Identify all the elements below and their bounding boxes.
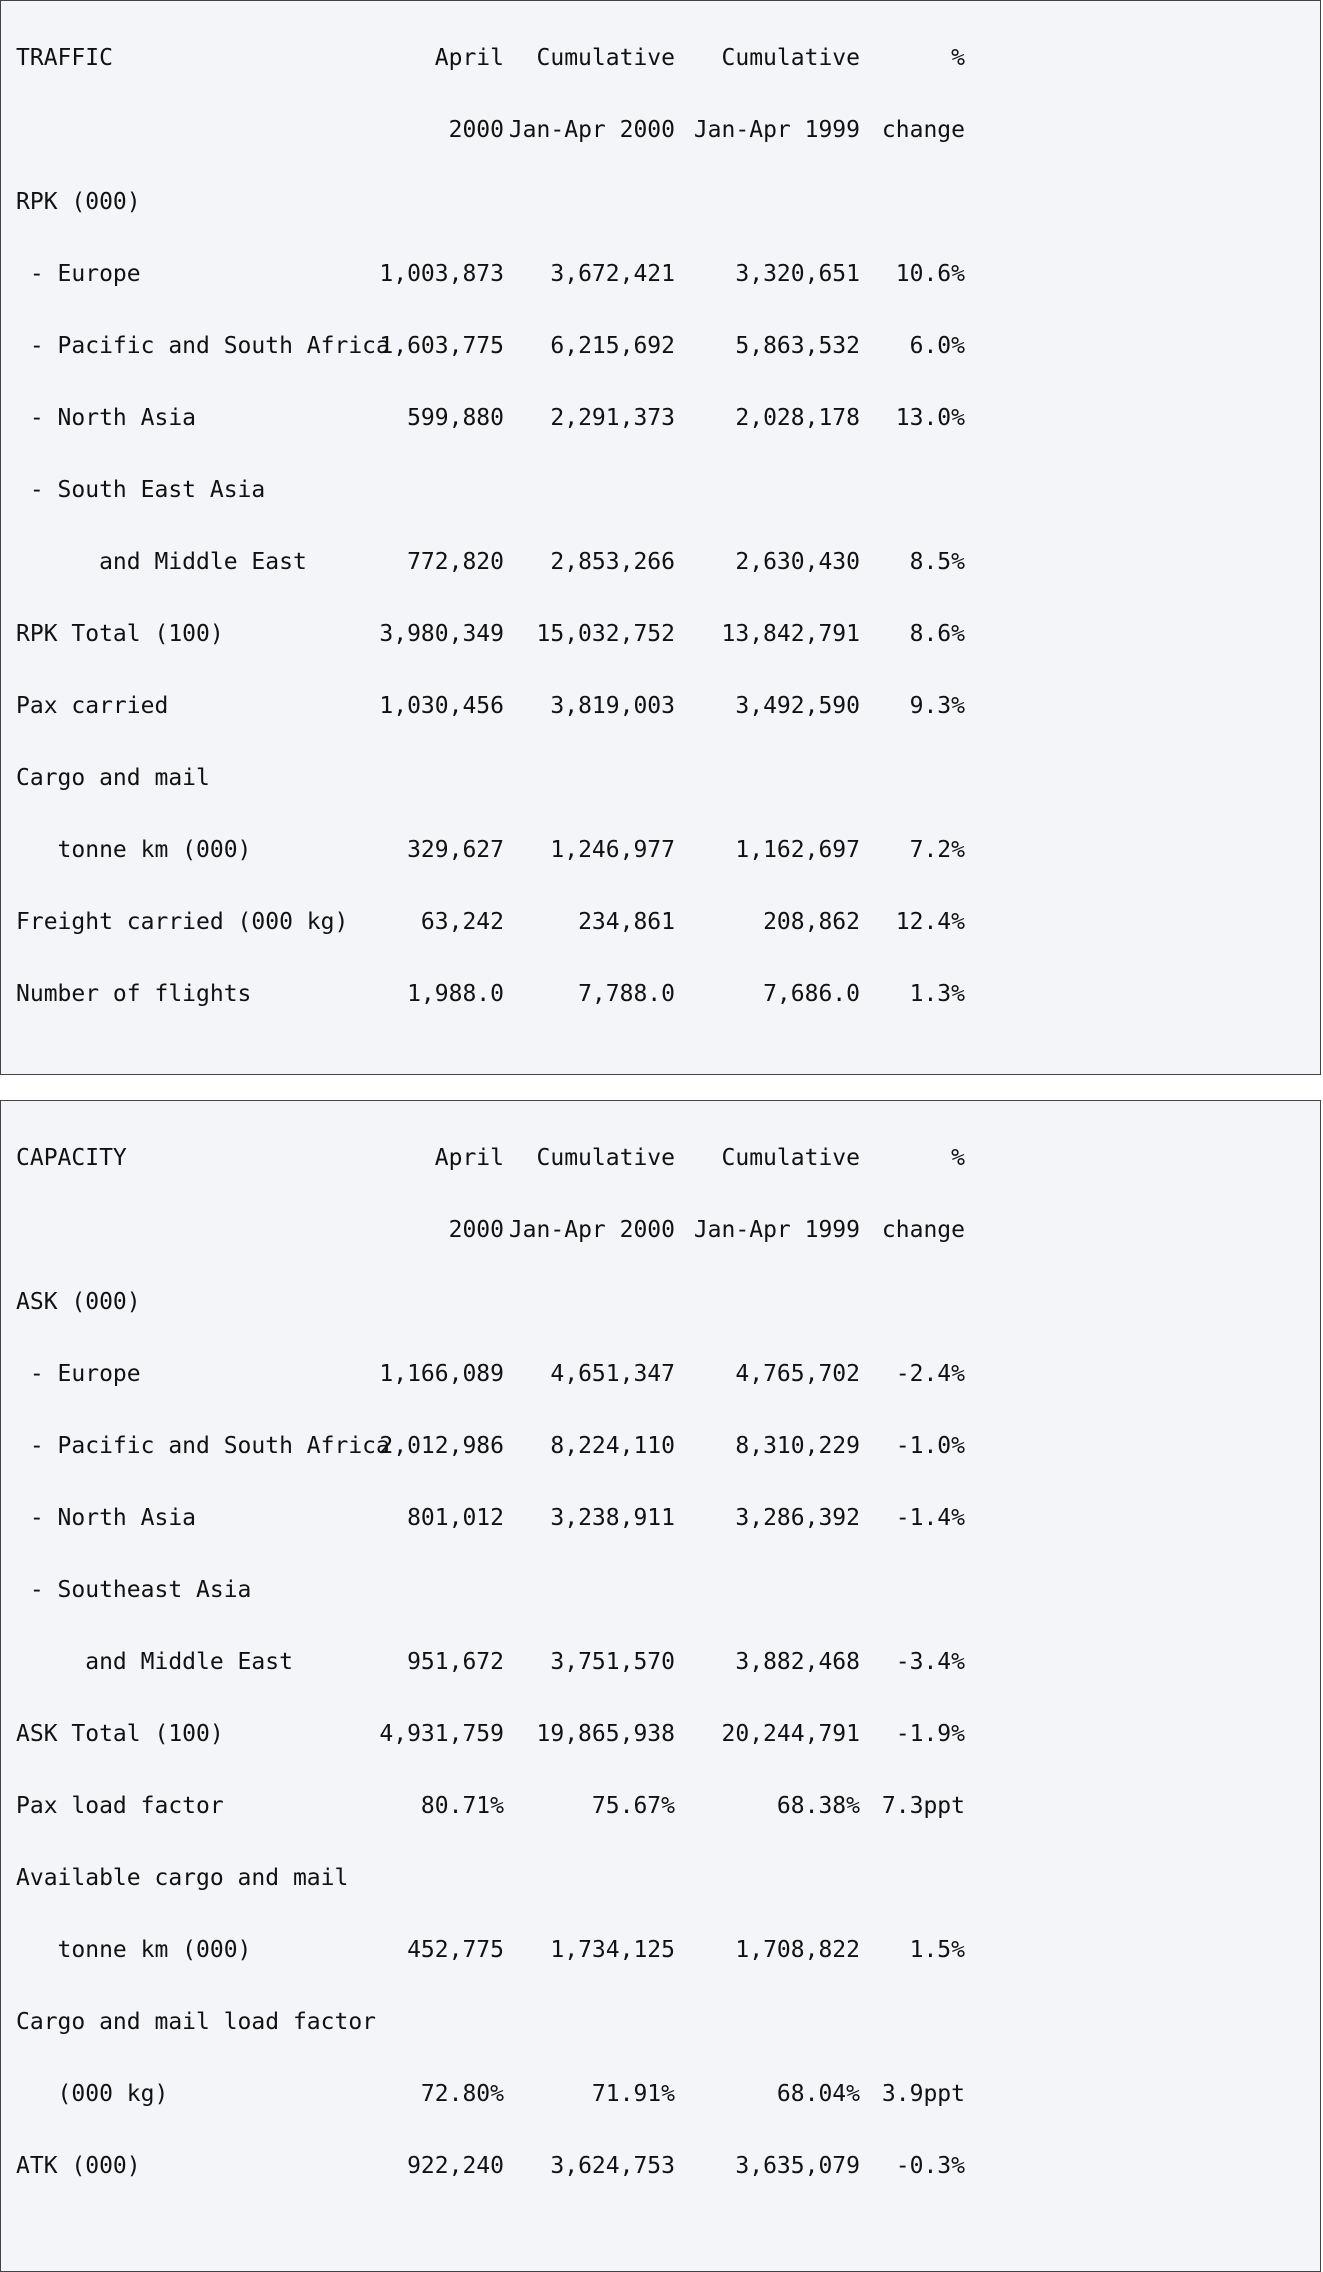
row-label: - Europe <box>16 1361 141 1387</box>
percent-change-value: 6.0% <box>909 333 965 359</box>
table-row <box>1 1648 1320 1676</box>
table-row <box>1 620 1320 648</box>
table-row <box>1 2080 1320 2108</box>
percent-change-value: 8.5% <box>909 549 965 575</box>
row-label: ASK (000) <box>16 1289 141 1315</box>
cumulative-1999-value: 4,765,702 <box>735 1361 860 1387</box>
row-label: (000 kg) <box>16 2081 169 2107</box>
april-2000-value: 1,003,873 <box>379 261 504 287</box>
cumulative-2000-value: 75.67% <box>591 1793 675 1819</box>
cumulative-2000-value: 6,215,692 <box>550 333 675 359</box>
cumulative-1999-value: 3,492,590 <box>735 693 860 719</box>
percent-change-value: -2.4% <box>895 1361 965 1387</box>
cumulative-2000-value: 3,819,003 <box>550 693 675 719</box>
percent-change-value: 1.5% <box>909 1937 965 1963</box>
table-row <box>1 692 1320 720</box>
cumulative-2000-value: 8,224,110 <box>550 1433 675 1459</box>
row-label: Number of flights <box>16 981 252 1007</box>
percent-change-value: 10.6% <box>895 261 965 287</box>
cumulative-1999-value: 3,635,079 <box>735 2153 860 2179</box>
april-2000-value: 80.71% <box>420 1793 504 1819</box>
cumulative-1999-value: 3,286,392 <box>735 1505 860 1531</box>
april-2000-value: 2,012,986 <box>379 1433 504 1459</box>
table-row <box>1 404 1320 432</box>
table-row <box>1 1432 1320 1460</box>
cumulative-1999-value: 208,862 <box>763 909 860 935</box>
percent-change-value: change <box>881 1217 965 1243</box>
april-2000-value: 772,820 <box>407 549 504 575</box>
cumulative-2000-value: 1,734,125 <box>550 1937 675 1963</box>
april-2000-value: 1,166,089 <box>379 1361 504 1387</box>
cumulative-1999-value: Cumulative <box>721 1145 860 1171</box>
percent-change-value: -1.4% <box>895 1505 965 1531</box>
capacity-table <box>0 1100 1321 2272</box>
cumulative-2000-value: Jan-Apr 2000 <box>508 1217 675 1243</box>
table-row <box>1 1360 1320 1388</box>
row-label: tonne km (000) <box>16 1937 252 1963</box>
april-2000-value: 2000 <box>448 117 504 143</box>
percent-change-value: -1.9% <box>895 1721 965 1747</box>
table-row <box>1 980 1320 1008</box>
cumulative-2000-value: 4,651,347 <box>550 1361 675 1387</box>
row-label: tonne km (000) <box>16 837 252 863</box>
cumulative-1999-value: 3,882,468 <box>735 1649 860 1675</box>
percent-change-value: -0.3% <box>895 2153 965 2179</box>
table-row <box>1 836 1320 864</box>
table-row <box>1 1288 1320 1316</box>
row-label: - North Asia <box>16 1505 197 1531</box>
percent-change-value: 9.3% <box>909 693 965 719</box>
table-row <box>1 2008 1320 2036</box>
cumulative-2000-value: Cumulative <box>536 1145 675 1171</box>
cumulative-2000-value: 2,853,266 <box>550 549 675 575</box>
percent-change-value: 12.4% <box>895 909 965 935</box>
table-row <box>1 476 1320 504</box>
table-row <box>1 1936 1320 1964</box>
table-row <box>1 1504 1320 1532</box>
cumulative-1999-value: 7,686.0 <box>763 981 860 1007</box>
row-label: TRAFFIC <box>16 45 113 71</box>
row-label: - Europe <box>16 261 141 287</box>
cumulative-1999-value: 13,842,791 <box>721 621 860 647</box>
row-label: ATK (000) <box>16 2153 141 2179</box>
row-label: and Middle East <box>16 549 307 575</box>
april-2000-value: 1,988.0 <box>407 981 504 1007</box>
cumulative-1999-value: 1,162,697 <box>735 837 860 863</box>
traffic-table <box>0 0 1321 1075</box>
percent-change-value: -3.4% <box>895 1649 965 1675</box>
april-2000-value: 329,627 <box>407 837 504 863</box>
april-2000-value: 599,880 <box>407 405 504 431</box>
percent-change-value: 7.2% <box>909 837 965 863</box>
april-2000-value: 922,240 <box>407 2153 504 2179</box>
percent-change-value: 3.9ppt <box>881 2081 965 2107</box>
table-row <box>1 908 1320 936</box>
cumulative-2000-value: 7,788.0 <box>578 981 675 1007</box>
percent-change-value: 8.6% <box>909 621 965 647</box>
table-row <box>1 1720 1320 1748</box>
table-row <box>1 1864 1320 1892</box>
header-row <box>1 1144 1320 1172</box>
april-2000-value: April <box>434 1145 504 1171</box>
row-label: Freight carried (000 kg) <box>16 909 349 935</box>
april-2000-value: 1,030,456 <box>379 693 504 719</box>
row-label: Pax carried <box>16 693 169 719</box>
cumulative-2000-value: 3,238,911 <box>550 1505 675 1531</box>
cumulative-1999-value: 3,320,651 <box>735 261 860 287</box>
cumulative-2000-value: 3,751,570 <box>550 1649 675 1675</box>
table-row <box>1 1792 1320 1820</box>
cumulative-1999-value: 68.04% <box>776 2081 860 2107</box>
table-row <box>1 332 1320 360</box>
cumulative-1999-value: Jan-Apr 1999 <box>693 1217 860 1243</box>
cumulative-1999-value: Jan-Apr 1999 <box>693 117 860 143</box>
row-label: CAPACITY <box>16 1145 127 1171</box>
cumulative-1999-value: 2,028,178 <box>735 405 860 431</box>
percent-change-value: 1.3% <box>909 981 965 1007</box>
cumulative-2000-value: 3,624,753 <box>550 2153 675 2179</box>
table-row <box>1 188 1320 216</box>
april-2000-value: 951,672 <box>407 1649 504 1675</box>
cumulative-2000-value: 3,672,421 <box>550 261 675 287</box>
april-2000-value: 72.80% <box>420 2081 504 2107</box>
row-label: Available cargo and mail <box>16 1865 349 1891</box>
percent-change-value: change <box>881 117 965 143</box>
row-label: RPK (000) <box>16 189 141 215</box>
april-2000-value: April <box>434 45 504 71</box>
cumulative-2000-value: 234,861 <box>578 909 675 935</box>
cumulative-1999-value: 20,244,791 <box>721 1721 860 1747</box>
cumulative-1999-value: Cumulative <box>721 45 860 71</box>
cumulative-2000-value: Cumulative <box>536 45 675 71</box>
table-row <box>1 548 1320 576</box>
percent-change-value: 7.3ppt <box>881 1793 965 1819</box>
percent-change-value: % <box>951 45 965 71</box>
row-label: Cargo and mail <box>16 765 210 791</box>
april-2000-value: 1,603,775 <box>379 333 504 359</box>
april-2000-value: 4,931,759 <box>379 1721 504 1747</box>
subheader-row <box>1 116 1320 144</box>
row-label: - North Asia <box>16 405 197 431</box>
april-2000-value: 3,980,349 <box>379 621 504 647</box>
april-2000-value: 801,012 <box>407 1505 504 1531</box>
row-label: Cargo and mail load factor <box>16 2009 377 2035</box>
table-row <box>1 1576 1320 1604</box>
table-row <box>1 2152 1320 2180</box>
cumulative-1999-value: 68.38% <box>776 1793 860 1819</box>
table-row <box>1 764 1320 792</box>
cumulative-1999-value: 8,310,229 <box>735 1433 860 1459</box>
cumulative-1999-value: 5,863,532 <box>735 333 860 359</box>
cumulative-2000-value: 2,291,373 <box>550 405 675 431</box>
row-label: - Pacific and South Africa <box>16 333 390 359</box>
percent-change-value: -1.0% <box>895 1433 965 1459</box>
subheader-row <box>1 1216 1320 1244</box>
table-row <box>1 260 1320 288</box>
cumulative-1999-value: 2,630,430 <box>735 549 860 575</box>
percent-change-value: 13.0% <box>895 405 965 431</box>
cumulative-2000-value: 15,032,752 <box>536 621 675 647</box>
row-label: Pax load factor <box>16 1793 224 1819</box>
april-2000-value: 2000 <box>448 1217 504 1243</box>
row-label: RPK Total (100) <box>16 621 224 647</box>
row-label: - Southeast Asia <box>16 1577 252 1603</box>
row-label: ASK Total (100) <box>16 1721 224 1747</box>
row-label: - South East Asia <box>16 477 266 503</box>
header-row <box>1 44 1320 72</box>
cumulative-2000-value: 1,246,977 <box>550 837 675 863</box>
april-2000-value: 63,242 <box>420 909 504 935</box>
row-label: and Middle East <box>16 1649 293 1675</box>
cumulative-2000-value: Jan-Apr 2000 <box>508 117 675 143</box>
percent-change-value: % <box>951 1145 965 1171</box>
row-label: - Pacific and South Africa <box>16 1433 390 1459</box>
april-2000-value: 452,775 <box>407 1937 504 1963</box>
cumulative-2000-value: 71.91% <box>591 2081 675 2107</box>
cumulative-2000-value: 19,865,938 <box>536 1721 675 1747</box>
cumulative-1999-value: 1,708,822 <box>735 1937 860 1963</box>
